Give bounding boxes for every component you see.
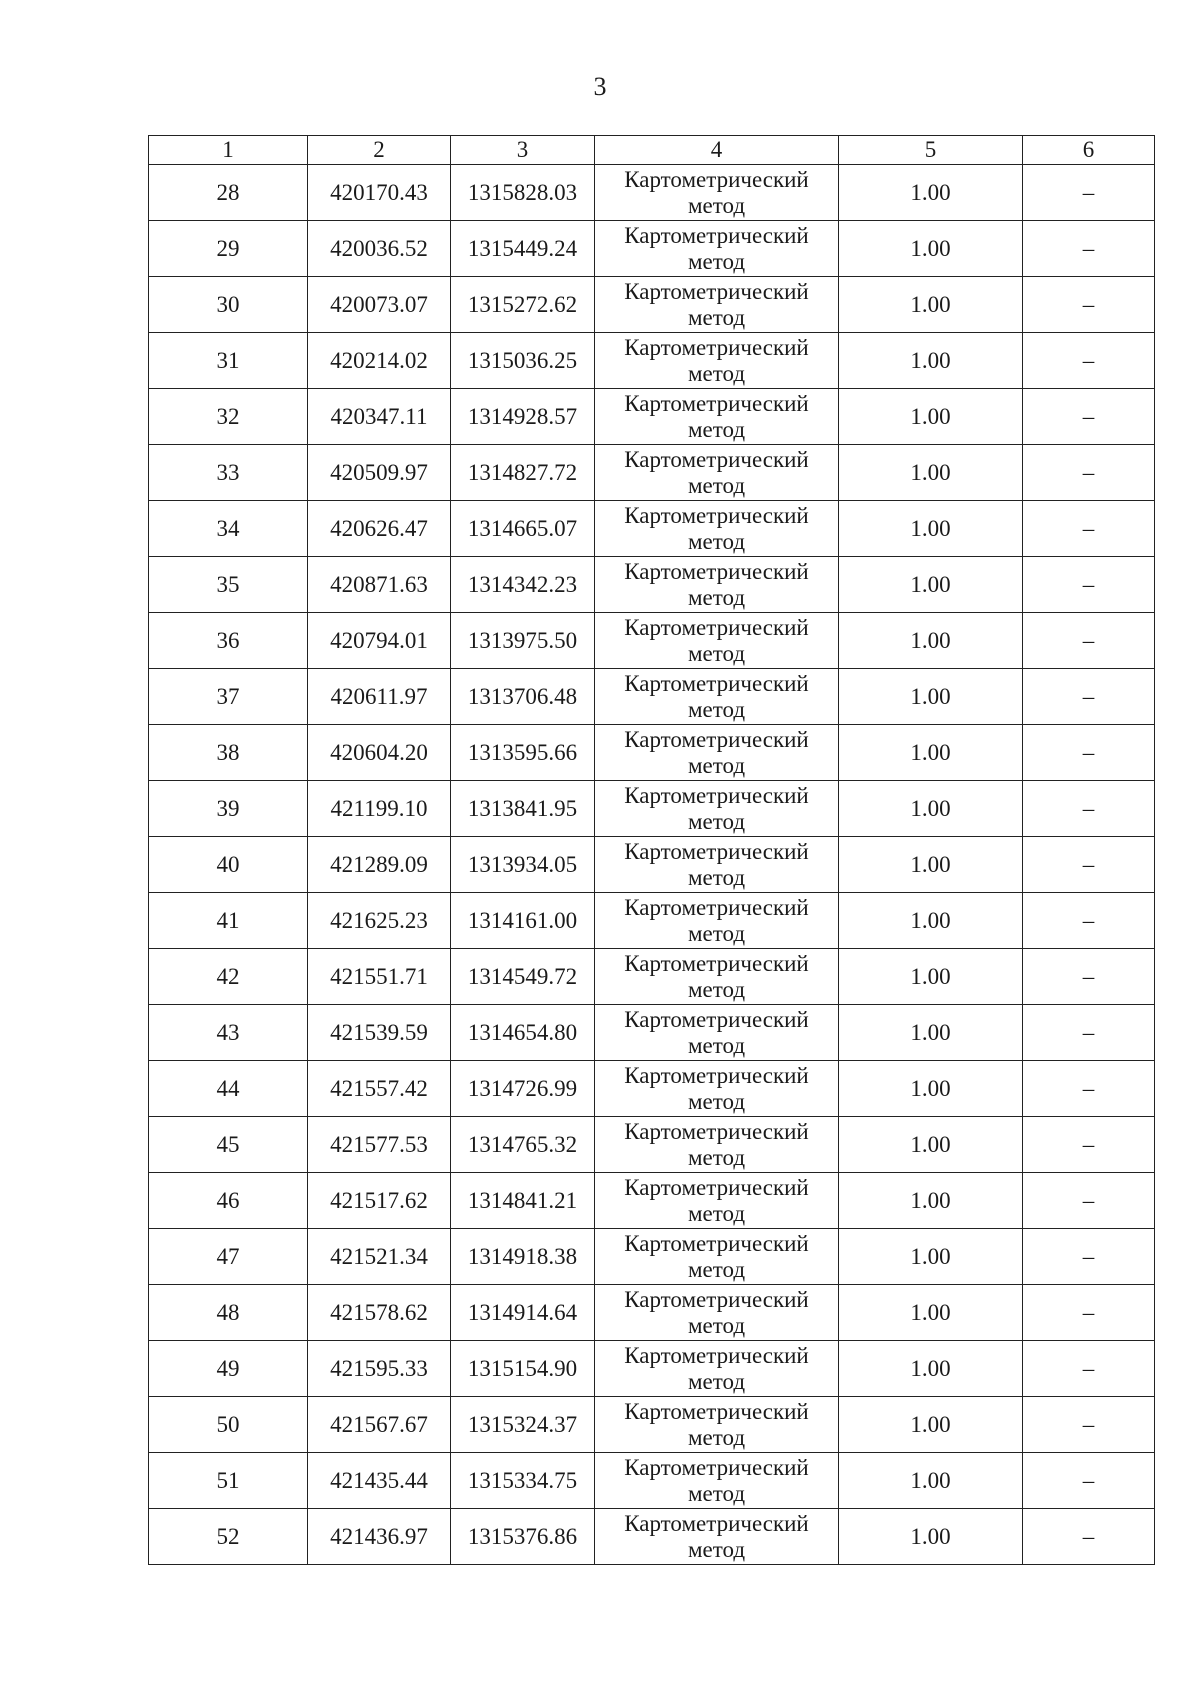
- method-cell: [595, 725, 839, 781]
- method-cell: [595, 1117, 839, 1173]
- y-coordinate-cell: 1314665.07: [451, 501, 595, 557]
- point-number-cell: 51: [149, 1453, 308, 1509]
- accuracy-cell: 1.00: [839, 893, 1023, 949]
- coordinates-table: [148, 135, 1155, 1565]
- method-cell: [595, 1341, 839, 1397]
- description-cell: –: [1023, 1509, 1155, 1565]
- method-line-2: метод: [687, 1312, 746, 1338]
- y-coordinate-cell: 1315828.03: [451, 165, 595, 221]
- method-line-2: метод: [687, 584, 746, 610]
- table-row: [149, 669, 1155, 725]
- accuracy-cell: 1.00: [839, 165, 1023, 221]
- method-line-2: метод: [687, 1200, 746, 1226]
- table-header: [149, 136, 1155, 165]
- x-coordinate-cell: 421578.62: [308, 1285, 451, 1341]
- method-line-2: метод: [687, 920, 746, 946]
- y-coordinate-cell: 1315334.75: [451, 1453, 595, 1509]
- table-row: [149, 557, 1155, 613]
- accuracy-cell: 1.00: [839, 221, 1023, 277]
- method-line-2: метод: [687, 1368, 746, 1394]
- accuracy-cell: 1.00: [839, 333, 1023, 389]
- method-line-2: метод: [687, 640, 746, 666]
- page-number-text: 3: [593, 72, 607, 101]
- description-cell: –: [1023, 613, 1155, 669]
- x-coordinate-cell: 420170.43: [308, 165, 451, 221]
- method-line-2: метод: [687, 1256, 746, 1282]
- point-number-cell: 50: [149, 1397, 308, 1453]
- x-coordinate-cell: 421199.10: [308, 781, 451, 837]
- method-line-1: Картометрический: [624, 1454, 809, 1480]
- x-coordinate-cell: 420214.02: [308, 333, 451, 389]
- method-cell: [595, 1397, 839, 1453]
- description-cell: –: [1023, 669, 1155, 725]
- method-cell: [595, 669, 839, 725]
- column-header-6: 6: [1023, 136, 1155, 165]
- y-coordinate-cell: 1314549.72: [451, 949, 595, 1005]
- table-row: [149, 1173, 1155, 1229]
- y-coordinate-cell: 1315324.37: [451, 1397, 595, 1453]
- method-line-1: Картометрический: [624, 782, 809, 808]
- accuracy-cell: 1.00: [839, 445, 1023, 501]
- point-number-cell: 42: [149, 949, 308, 1005]
- y-coordinate-cell: 1313706.48: [451, 669, 595, 725]
- description-cell: –: [1023, 277, 1155, 333]
- method-line-2: метод: [687, 696, 746, 722]
- method-cell: [595, 949, 839, 1005]
- point-number-cell: 43: [149, 1005, 308, 1061]
- method-line-2: метод: [687, 1032, 746, 1058]
- x-coordinate-cell: 420509.97: [308, 445, 451, 501]
- y-coordinate-cell: 1315036.25: [451, 333, 595, 389]
- method-cell: [595, 893, 839, 949]
- description-cell: –: [1023, 557, 1155, 613]
- method-cell: [595, 1229, 839, 1285]
- accuracy-cell: 1.00: [839, 1229, 1023, 1285]
- method-cell: [595, 1285, 839, 1341]
- point-number-cell: 44: [149, 1061, 308, 1117]
- x-coordinate-cell: 421567.67: [308, 1397, 451, 1453]
- method-line-1: Картометрический: [624, 614, 809, 640]
- accuracy-cell: 1.00: [839, 557, 1023, 613]
- table-row: [149, 445, 1155, 501]
- x-coordinate-cell: 421557.42: [308, 1061, 451, 1117]
- method-line-1: Картометрический: [624, 1286, 809, 1312]
- method-line-2: метод: [687, 808, 746, 834]
- method-cell: [595, 1509, 839, 1565]
- method-line-1: Картометрический: [624, 1510, 809, 1536]
- point-number-cell: 32: [149, 389, 308, 445]
- point-number-cell: 35: [149, 557, 308, 613]
- table-body: [149, 165, 1155, 1565]
- method-line-1: Картометрический: [624, 390, 809, 416]
- description-cell: –: [1023, 725, 1155, 781]
- point-number-cell: 33: [149, 445, 308, 501]
- y-coordinate-cell: 1314726.99: [451, 1061, 595, 1117]
- description-cell: –: [1023, 1341, 1155, 1397]
- method-line-1: Картометрический: [624, 1230, 809, 1256]
- point-number-cell: 45: [149, 1117, 308, 1173]
- description-cell: –: [1023, 1397, 1155, 1453]
- x-coordinate-cell: 421539.59: [308, 1005, 451, 1061]
- accuracy-cell: 1.00: [839, 1173, 1023, 1229]
- method-line-2: метод: [687, 360, 746, 386]
- table-row: [149, 781, 1155, 837]
- table-row: [149, 1229, 1155, 1285]
- point-number-cell: 41: [149, 893, 308, 949]
- method-line-2: метод: [687, 1424, 746, 1450]
- description-cell: –: [1023, 221, 1155, 277]
- method-line-2: метод: [687, 472, 746, 498]
- method-line-1: Картометрический: [624, 1118, 809, 1144]
- accuracy-cell: 1.00: [839, 837, 1023, 893]
- method-cell: [595, 333, 839, 389]
- table-row: [149, 725, 1155, 781]
- y-coordinate-cell: 1313934.05: [451, 837, 595, 893]
- method-line-1: Картометрический: [624, 894, 809, 920]
- point-number-cell: 39: [149, 781, 308, 837]
- table-row: [149, 1453, 1155, 1509]
- method-line-2: метод: [687, 248, 746, 274]
- column-header-4: 4: [595, 136, 839, 165]
- accuracy-cell: 1.00: [839, 1061, 1023, 1117]
- table-row: [149, 165, 1155, 221]
- point-number-cell: 37: [149, 669, 308, 725]
- accuracy-cell: 1.00: [839, 1117, 1023, 1173]
- description-cell: –: [1023, 893, 1155, 949]
- method-line-2: метод: [687, 304, 746, 330]
- point-number-cell: 52: [149, 1509, 308, 1565]
- y-coordinate-cell: 1314827.72: [451, 445, 595, 501]
- accuracy-cell: 1.00: [839, 725, 1023, 781]
- point-number-cell: 36: [149, 613, 308, 669]
- point-number-cell: 29: [149, 221, 308, 277]
- method-line-1: Картометрический: [624, 1174, 809, 1200]
- column-header-5: 5: [839, 136, 1023, 165]
- x-coordinate-cell: 420604.20: [308, 725, 451, 781]
- x-coordinate-cell: 420073.07: [308, 277, 451, 333]
- accuracy-cell: 1.00: [839, 277, 1023, 333]
- x-coordinate-cell: 420347.11: [308, 389, 451, 445]
- y-coordinate-cell: 1315449.24: [451, 221, 595, 277]
- table-row: [149, 1005, 1155, 1061]
- method-cell: [595, 613, 839, 669]
- method-line-1: Картометрический: [624, 334, 809, 360]
- method-line-2: метод: [687, 1480, 746, 1506]
- point-number-cell: 31: [149, 333, 308, 389]
- table-row: [149, 277, 1155, 333]
- y-coordinate-cell: 1313595.66: [451, 725, 595, 781]
- table-row: [149, 893, 1155, 949]
- method-cell: [595, 221, 839, 277]
- method-line-1: Картометрический: [624, 502, 809, 528]
- method-line-2: метод: [687, 192, 746, 218]
- point-number-cell: 38: [149, 725, 308, 781]
- y-coordinate-cell: 1314918.38: [451, 1229, 595, 1285]
- point-number-cell: 34: [149, 501, 308, 557]
- x-coordinate-cell: 420626.47: [308, 501, 451, 557]
- method-line-2: метод: [687, 752, 746, 778]
- x-coordinate-cell: 420871.63: [308, 557, 451, 613]
- accuracy-cell: 1.00: [839, 781, 1023, 837]
- table-row: [149, 501, 1155, 557]
- x-coordinate-cell: 421551.71: [308, 949, 451, 1005]
- method-cell: [595, 1005, 839, 1061]
- method-cell: [595, 557, 839, 613]
- accuracy-cell: 1.00: [839, 389, 1023, 445]
- x-coordinate-cell: 421577.53: [308, 1117, 451, 1173]
- method-line-1: Картометрический: [624, 726, 809, 752]
- method-cell: [595, 1061, 839, 1117]
- accuracy-cell: 1.00: [839, 669, 1023, 725]
- accuracy-cell: 1.00: [839, 1453, 1023, 1509]
- method-line-2: метод: [687, 528, 746, 554]
- description-cell: –: [1023, 1285, 1155, 1341]
- description-cell: –: [1023, 389, 1155, 445]
- accuracy-cell: 1.00: [839, 501, 1023, 557]
- column-header-1: 1: [149, 136, 308, 165]
- accuracy-cell: 1.00: [839, 1285, 1023, 1341]
- method-line-1: Картометрический: [624, 558, 809, 584]
- y-coordinate-cell: 1314765.32: [451, 1117, 595, 1173]
- method-line-1: Картометрический: [624, 222, 809, 248]
- method-line-2: метод: [687, 1088, 746, 1114]
- table-row: [149, 1285, 1155, 1341]
- table-row: [149, 837, 1155, 893]
- method-cell: [595, 501, 839, 557]
- y-coordinate-cell: 1314342.23: [451, 557, 595, 613]
- page-number: [0, 72, 1200, 102]
- x-coordinate-cell: 420794.01: [308, 613, 451, 669]
- method-cell: [595, 1453, 839, 1509]
- table-row: [149, 949, 1155, 1005]
- description-cell: –: [1023, 1173, 1155, 1229]
- x-coordinate-cell: 420036.52: [308, 221, 451, 277]
- table-row: [149, 1509, 1155, 1565]
- description-cell: –: [1023, 1117, 1155, 1173]
- column-header-2: 2: [308, 136, 451, 165]
- description-cell: –: [1023, 445, 1155, 501]
- description-cell: –: [1023, 949, 1155, 1005]
- method-cell: [595, 277, 839, 333]
- method-line-2: метод: [687, 864, 746, 890]
- method-line-1: Картометрический: [624, 1342, 809, 1368]
- method-line-2: метод: [687, 1144, 746, 1170]
- x-coordinate-cell: 421517.62: [308, 1173, 451, 1229]
- x-coordinate-cell: 420611.97: [308, 669, 451, 725]
- description-cell: –: [1023, 333, 1155, 389]
- description-cell: –: [1023, 1453, 1155, 1509]
- method-line-1: Картометрический: [624, 278, 809, 304]
- point-number-cell: 47: [149, 1229, 308, 1285]
- accuracy-cell: 1.00: [839, 613, 1023, 669]
- method-line-1: Картометрический: [624, 670, 809, 696]
- method-line-1: Картометрический: [624, 1062, 809, 1088]
- accuracy-cell: 1.00: [839, 1397, 1023, 1453]
- y-coordinate-cell: 1314914.64: [451, 1285, 595, 1341]
- description-cell: –: [1023, 1061, 1155, 1117]
- method-cell: [595, 837, 839, 893]
- accuracy-cell: 1.00: [839, 1005, 1023, 1061]
- method-line-1: Картометрический: [624, 838, 809, 864]
- method-line-1: Картометрический: [624, 950, 809, 976]
- method-cell: [595, 389, 839, 445]
- x-coordinate-cell: 421436.97: [308, 1509, 451, 1565]
- method-cell: [595, 165, 839, 221]
- method-line-1: Картометрический: [624, 1398, 809, 1424]
- table-row: [149, 1061, 1155, 1117]
- description-cell: –: [1023, 501, 1155, 557]
- y-coordinate-cell: 1315272.62: [451, 277, 595, 333]
- y-coordinate-cell: 1315154.90: [451, 1341, 595, 1397]
- method-line-1: Картометрический: [624, 1006, 809, 1032]
- point-number-cell: 48: [149, 1285, 308, 1341]
- method-line-1: Картометрический: [624, 166, 809, 192]
- y-coordinate-cell: 1313841.95: [451, 781, 595, 837]
- x-coordinate-cell: 421435.44: [308, 1453, 451, 1509]
- y-coordinate-cell: 1314161.00: [451, 893, 595, 949]
- point-number-cell: 40: [149, 837, 308, 893]
- point-number-cell: 28: [149, 165, 308, 221]
- description-cell: –: [1023, 165, 1155, 221]
- point-number-cell: 30: [149, 277, 308, 333]
- accuracy-cell: 1.00: [839, 1509, 1023, 1565]
- accuracy-cell: 1.00: [839, 1341, 1023, 1397]
- table-row: [149, 221, 1155, 277]
- x-coordinate-cell: 421289.09: [308, 837, 451, 893]
- table-row: [149, 1397, 1155, 1453]
- accuracy-cell: 1.00: [839, 949, 1023, 1005]
- description-cell: –: [1023, 781, 1155, 837]
- column-header-3: 3: [451, 136, 595, 165]
- y-coordinate-cell: 1314841.21: [451, 1173, 595, 1229]
- table-row: [149, 1117, 1155, 1173]
- x-coordinate-cell: 421595.33: [308, 1341, 451, 1397]
- description-cell: –: [1023, 1005, 1155, 1061]
- method-line-2: метод: [687, 1536, 746, 1562]
- x-coordinate-cell: 421521.34: [308, 1229, 451, 1285]
- header-row: [149, 136, 1155, 165]
- table-row: [149, 333, 1155, 389]
- y-coordinate-cell: 1314928.57: [451, 389, 595, 445]
- method-line-2: метод: [687, 416, 746, 442]
- method-line-1: Картометрический: [624, 446, 809, 472]
- description-cell: –: [1023, 1229, 1155, 1285]
- table-row: [149, 613, 1155, 669]
- point-number-cell: 46: [149, 1173, 308, 1229]
- method-line-2: метод: [687, 976, 746, 1002]
- y-coordinate-cell: 1313975.50: [451, 613, 595, 669]
- point-number-cell: 49: [149, 1341, 308, 1397]
- method-cell: [595, 1173, 839, 1229]
- description-cell: –: [1023, 837, 1155, 893]
- table-row: [149, 389, 1155, 445]
- y-coordinate-cell: 1315376.86: [451, 1509, 595, 1565]
- y-coordinate-cell: 1314654.80: [451, 1005, 595, 1061]
- x-coordinate-cell: 421625.23: [308, 893, 451, 949]
- table-row: [149, 1341, 1155, 1397]
- method-cell: [595, 445, 839, 501]
- method-cell: [595, 781, 839, 837]
